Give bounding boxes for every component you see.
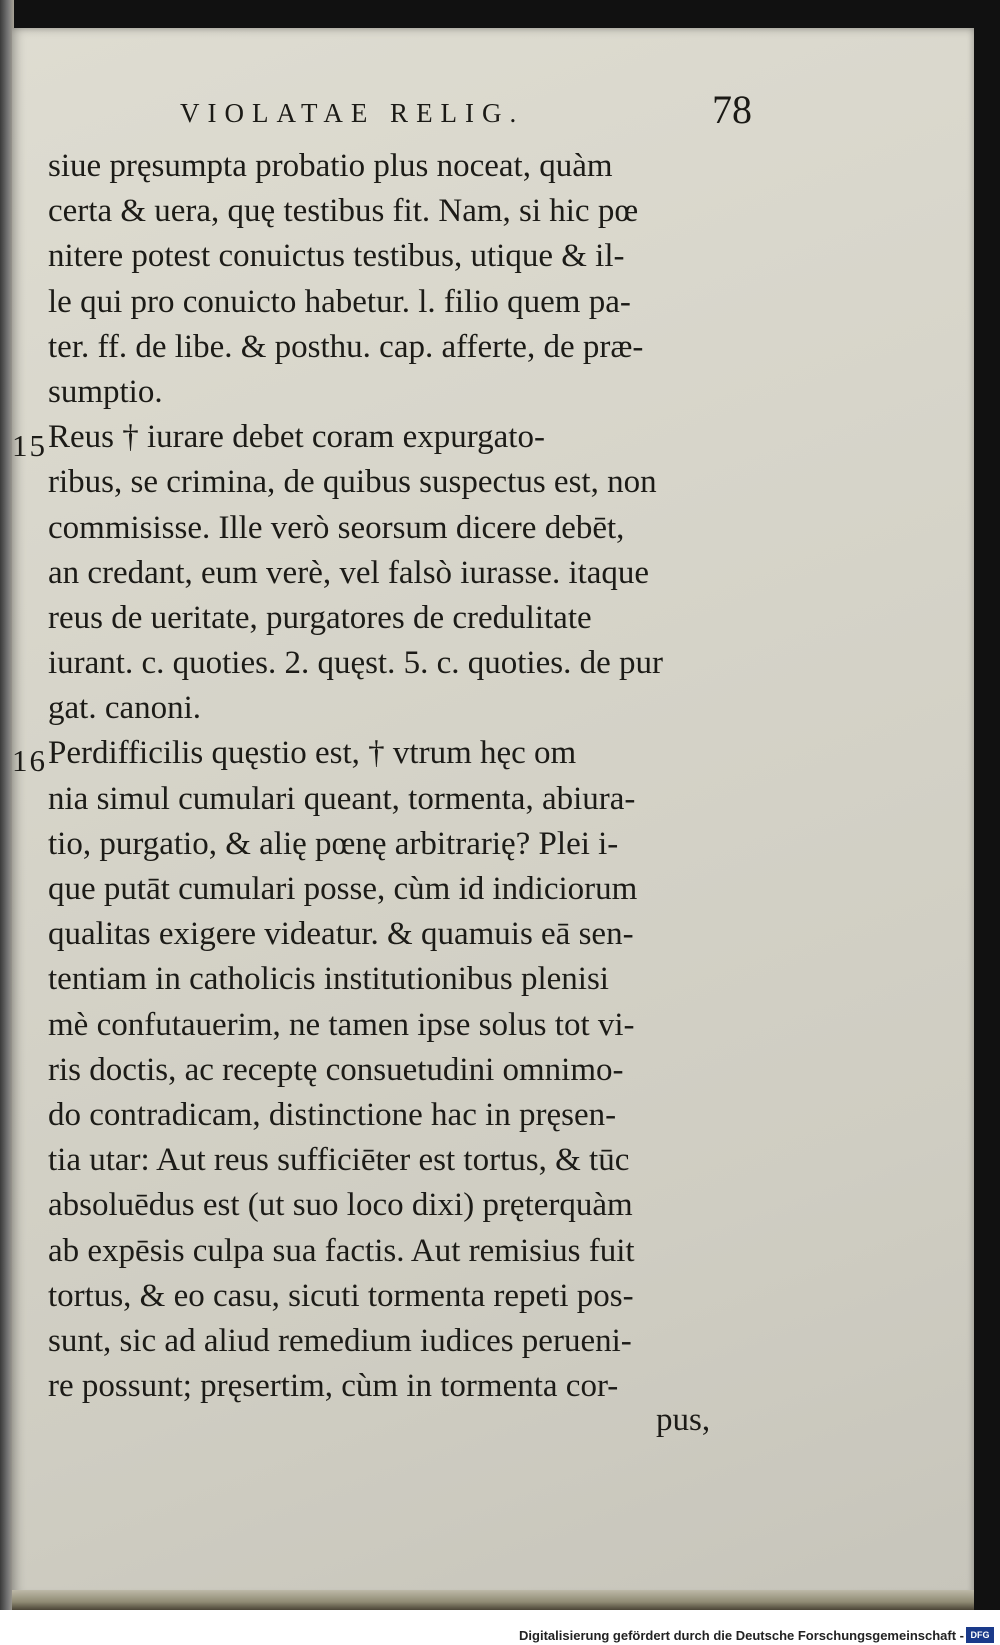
text-line: iurant. c. quoties. 2. quęst. 5. c. quoties. de pur (48, 645, 663, 682)
text-line: sumptio. (48, 373, 163, 410)
text-line: tia utar: Aut reus sufficiēter est tortus, & tūc (48, 1142, 630, 1179)
text-line: Perdifficilis quęstio est, † vtrum hęc om (48, 735, 577, 772)
footer-credit: Digitalisierung gefördert durch die Deutsche Forschungsgemeinschaft - (519, 1628, 964, 1643)
catchword: pus, (656, 1402, 711, 1438)
text-line: mè confutauerim, ne tamen ipse solus tot vi- (48, 1006, 635, 1043)
text-line: nitere potest conuictus testibus, utique & il- (48, 238, 625, 275)
running-head: VIOLATAE RELIG. (180, 98, 525, 128)
text-line: siue pręsumpta probatio plus noceat, quàm (48, 148, 613, 184)
page-number: 78 (712, 87, 752, 132)
marginal-number-16: 16 (12, 743, 47, 778)
text-line: commisisse. Ille verò seorsum dicere debēt, (48, 509, 625, 546)
text-line: qualitas exigere videatur. & quamuis eā sen- (48, 916, 634, 953)
text-line: tentiam in catholicis institutionibus plenisi (48, 961, 609, 998)
paragraph-15 (48, 415, 760, 731)
text-line: tio, purgatio, & alię pœnę arbitrarię? Plei i- (48, 825, 619, 862)
text-line: ribus, se crimina, de quibus suspectus est, non (48, 464, 657, 501)
text-line: ab expēsis culpa sua factis. Aut remisius fuit (48, 1232, 635, 1269)
text-line: reus de ueritate, purgatores de credulitate (48, 599, 592, 636)
text-line: nia simul cumulari queant, tormenta, abiura- (48, 780, 636, 817)
text-line: absoluēdus est (ut suo loco dixi) pręterquàm (48, 1187, 633, 1224)
text-line: ris doctis, ac receptę consuetudini omnimo- (48, 1051, 624, 1088)
text-line: an credant, eum verè, vel falsò iurasse. itaque (48, 554, 650, 591)
paragraph-16 (48, 731, 760, 1409)
text-line: re possunt; pręsertim, cùm in tormenta cor- (48, 1368, 619, 1405)
text-line: le qui pro conuicto habetur. l. filio quem pa- (48, 283, 631, 320)
page-bottom-edge (12, 1590, 974, 1610)
text-line: sunt, sic ad aliud remedium iudices perueni- (48, 1322, 632, 1359)
text-line: ter. ff. de libe. & posthu. cap. afferte, de præ- (48, 328, 644, 365)
text-line: gat. canoni. (48, 690, 202, 727)
dfg-logo-icon: DFG (966, 1627, 994, 1643)
body-text (48, 144, 760, 1409)
text-line: que putāt cumulari posse, cùm id indiciorum (48, 871, 638, 907)
text-line: do contradicam, distinctione hac in pręsen- (48, 1096, 617, 1133)
paragraph-1 (48, 144, 760, 415)
text-line: tortus, & eo casu, sicuti tormenta repeti pos- (48, 1277, 634, 1314)
marginal-number-15: 15 (12, 428, 47, 463)
text-line: Reus † iurare debet coram expurgato- (48, 419, 545, 456)
text-line: certa & uera, quę testibus fit. Nam, si hic pœ (48, 193, 639, 230)
